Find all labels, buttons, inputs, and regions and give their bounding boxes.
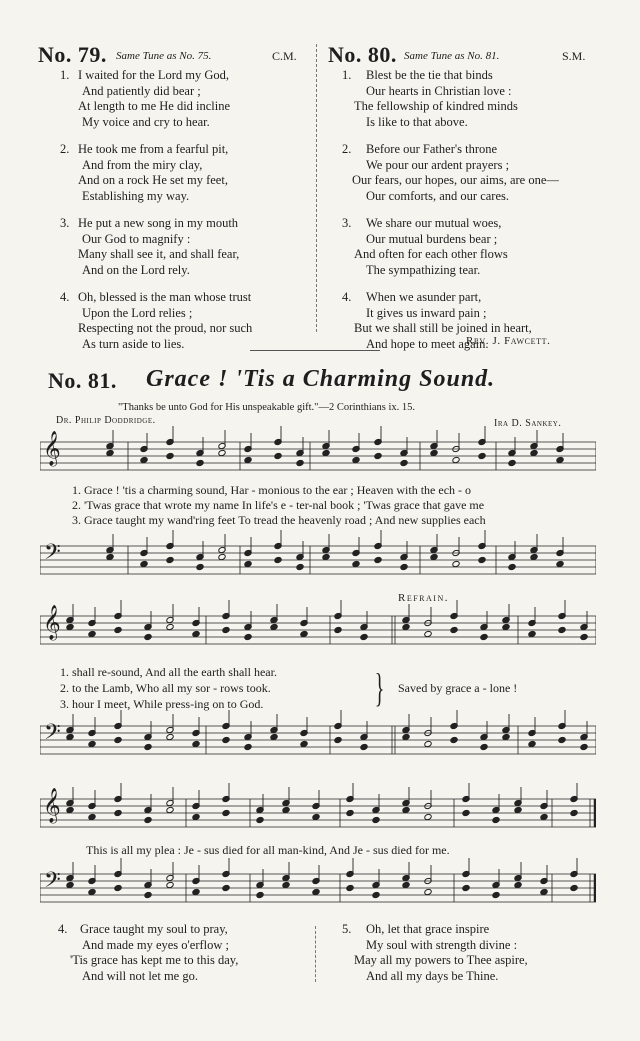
system-2-bass-staff (40, 722, 596, 762)
hymn-81-verse-5: 5. Oh, let that grace inspire My soul with strength divine : May all my powers to Thee aspire, And all my days be Thine. (342, 922, 528, 983)
hymn-79-verse-1: 1. I waited for the Lord my God, And patiently did bear ; At length to me He did incline My voice and cry to hear. (60, 68, 231, 129)
column-divider (315, 926, 316, 982)
hymn-80-verse-2: 2. Before our Father's throne We pour our ardent prayers ; Our fears, our hopes, our aims, are one— Our comforts, and our cares. (342, 142, 559, 203)
hymn-79-verse-2: 2. He took me from a fearful pit, And from the miry clay, And on a rock He set my feet, Establishing my way. (60, 142, 229, 203)
system-1-lyric-verse-1: 1. Grace ! 'tis a charming sound, Har - monious to the ear ; Heaven with the ech - o (72, 483, 472, 497)
treble-clef-icon: 𝄞 (43, 789, 61, 822)
hymn-80-tune-note: Same Tune as No. 81. (404, 50, 500, 62)
system-1-lyric-verse-2: 2. 'Twas grace that wrote my name In life's e - ter-nal book ; 'Twas grace that gave me (72, 498, 485, 512)
system-2-lyric-verse-3: 3. hour I meet, While press-ing on to God. (60, 697, 264, 711)
system-1-lyric-verse-3: 3. Grace taught my wand'ring feet To tread the heavenly road ; And new supplies each (72, 513, 486, 527)
hymn-79-verses (60, 68, 310, 352)
system-1-bass-staff (40, 542, 596, 582)
hymn-81-music-by: Ira D. Sankey. (494, 418, 562, 429)
hymn-79-meter: C.M. (272, 49, 297, 63)
system-2-lyric-verse-2: 2. to the Lamb, Who all my sor - rows took. (60, 681, 271, 695)
hymn-81-verse-4: 4. Grace taught my soul to pray, And made my eyes o'erflow ; 'Tis grace has kept me to this day, And will not let me go. (58, 922, 239, 983)
treble-clef-icon: 𝄞 (43, 432, 61, 465)
treble-clef-icon: 𝄞 (43, 606, 61, 639)
system-2-treble-staff (40, 612, 596, 652)
hymn-79-verse-4: 4. Oh, blessed is the man whose trust Upon the Lord relies ; Respecting not the proud, nor such As turn aside to lies. (60, 290, 253, 351)
hymn-79-tune-note: Same Tune as No. 75. (116, 50, 212, 62)
hymn-81-words-by: Dr. Philip Doddridge. (56, 415, 156, 426)
refrain-label: Refrain. (398, 592, 449, 604)
bass-clef-icon: 𝄢 (44, 720, 61, 749)
system-3-bass-staff (40, 870, 596, 910)
hymn-79-verse-3: 3. He put a new song in my mouth Our God to magnify : Many shall see it, and shall fear, And on the Lord rely. (60, 216, 240, 277)
section-rule (250, 350, 380, 351)
hymn-80-author: Rev. J. Fawcett. (466, 335, 551, 347)
hymn-79-number: No. 79. (38, 42, 107, 67)
hymn-80-verses (342, 68, 634, 352)
system-3-treble-staff (40, 795, 596, 835)
system-1-treble-staff (40, 438, 596, 478)
hymn-80-meter: S.M. (562, 49, 586, 63)
hymn-81-title: Grace ! 'Tis a Charming Sound. (146, 366, 496, 392)
verse-brace: } (374, 665, 385, 710)
hymn-81-number: No. 81. (48, 368, 117, 393)
refrain-lyric: Saved by grace a - lone ! (398, 681, 518, 695)
bass-clef-icon: 𝄢 (44, 868, 61, 897)
hymn-81-epigraph: "Thanks be unto God for His unspeakable gift."—2 Corinthians ix. 15. (118, 402, 415, 413)
column-divider (316, 44, 317, 332)
system-3-lyric: This is all my plea : Je - sus died for all man-kind, And Je - sus died for me. (86, 843, 450, 857)
hymn-80-verse-1: 1. Blest be the tie that binds Our hearts in Christian love : The fellowship of kindred minds Is like to that above. (342, 68, 518, 129)
hymn-80-verse-3: 3. We share our mutual woes, Our mutual burdens bear ; And often for each other flows The sympathizing tear. (342, 216, 508, 277)
hymn-80-verse-4: 4. When we asunder part, It gives us inward pain ; But we shall still be joined in heart, And hope to meet again. (342, 290, 532, 351)
hymn-80-number: No. 80. (328, 42, 397, 67)
system-2-lyric-verse-1: 1. shall re-sound, And all the earth shall hear. (60, 665, 277, 679)
bass-clef-icon: 𝄢 (44, 540, 61, 569)
